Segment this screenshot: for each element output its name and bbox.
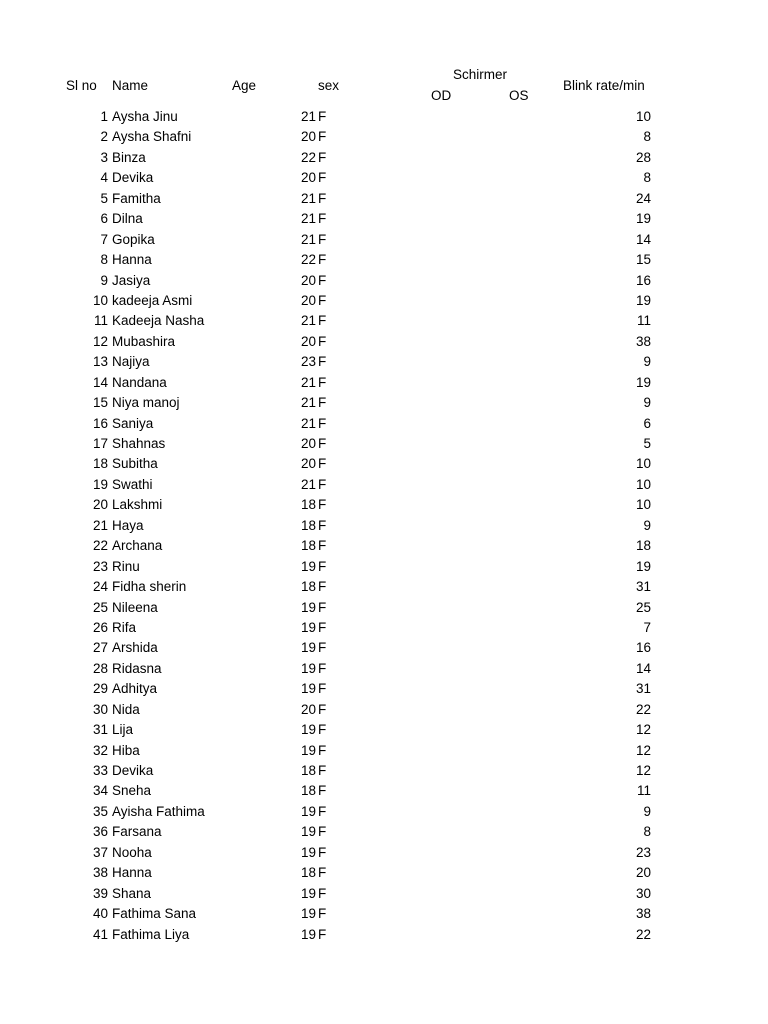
cell-sl-no: 27	[92, 640, 108, 656]
cell-sex: F	[318, 497, 327, 513]
cell-sex: F	[318, 456, 327, 472]
table-row	[0, 291, 768, 311]
cell-sl-no: 5	[100, 190, 108, 206]
cell-sex: F	[318, 374, 327, 390]
cell-age: 21	[300, 313, 316, 329]
cell-sl-no: 25	[92, 599, 108, 615]
cell-age: 19	[300, 844, 316, 860]
cell-age: 19	[300, 599, 316, 615]
cell-name: Lija	[112, 722, 134, 738]
cell-age: 19	[300, 619, 316, 635]
cell-sex: F	[318, 272, 327, 288]
cell-sl-no: 26	[92, 619, 108, 635]
table-row	[0, 495, 768, 515]
cell-sl-no: 32	[92, 742, 108, 758]
cell-age: 23	[300, 354, 316, 370]
cell-sex: F	[318, 885, 327, 901]
cell-name: Ayisha Fathima	[112, 803, 205, 819]
cell-sl-no: 11	[93, 313, 108, 329]
cell-sl-no: 39	[92, 885, 108, 901]
cell-sl-no: 29	[92, 681, 108, 697]
table-row	[0, 189, 768, 209]
table-row	[0, 250, 768, 270]
cell-sex: F	[318, 906, 327, 922]
table-row	[0, 454, 768, 474]
cell-name: Nandana	[112, 374, 167, 390]
cell-blink-rate: 16	[635, 272, 651, 288]
cell-name: Sneha	[112, 783, 152, 799]
cell-sl-no: 10	[92, 292, 108, 308]
cell-sl-no: 15	[92, 395, 108, 411]
cell-sex: F	[318, 313, 327, 329]
cell-sl-no: 4	[100, 170, 108, 186]
table-row	[0, 332, 768, 352]
cell-sex: F	[318, 190, 327, 206]
cell-name: Devika	[112, 763, 154, 778]
header-od: OD	[431, 88, 452, 103]
cell-name: Subitha	[112, 456, 158, 472]
cell-age: 19	[300, 660, 316, 676]
cell-sex: F	[318, 517, 327, 533]
header-sl-no: Sl no	[66, 78, 97, 93]
cell-blink-rate: 6	[643, 415, 651, 431]
cell-sex: F	[318, 415, 327, 431]
cell-sl-no: 36	[92, 824, 108, 840]
cell-sl-no: 3	[100, 149, 108, 165]
cell-age: 20	[300, 436, 316, 451]
cell-name: Hiba	[112, 742, 140, 758]
cell-sex: F	[318, 170, 327, 186]
cell-sex: F	[318, 395, 327, 411]
cell-blink-rate: 31	[635, 579, 651, 595]
table-row	[0, 781, 768, 801]
cell-blink-rate: 9	[643, 354, 651, 370]
cell-sl-no: 41	[92, 926, 108, 942]
cell-sl-no: 12	[92, 333, 108, 349]
cell-sl-no: 19	[92, 476, 108, 492]
cell-name: Fathima Sana	[112, 906, 197, 922]
cell-sex: F	[318, 109, 327, 124]
cell-blink-rate: 38	[635, 906, 651, 922]
table-row	[0, 741, 768, 761]
cell-name: Hanna	[112, 865, 152, 881]
cell-blink-rate: 28	[635, 149, 651, 165]
cell-age: 21	[300, 109, 316, 124]
cell-blink-rate: 24	[635, 190, 651, 206]
cell-name: Mubashira	[112, 333, 176, 349]
cell-sl-no: 6	[100, 211, 108, 227]
cell-sex: F	[318, 149, 327, 165]
cell-name: Swathi	[112, 476, 153, 492]
table-row	[0, 148, 768, 168]
cell-blink-rate: 22	[635, 926, 651, 942]
cell-name: kadeeja Asmi	[112, 292, 193, 308]
cell-age: 19	[300, 681, 316, 697]
cell-sl-no: 22	[92, 538, 108, 554]
cell-age: 21	[300, 190, 316, 206]
cell-name: Shana	[112, 885, 152, 901]
cell-blink-rate: 9	[643, 395, 651, 411]
cell-name: Shahnas	[112, 436, 166, 451]
cell-age: 19	[300, 742, 316, 758]
cell-blink-rate: 15	[635, 252, 651, 268]
cell-blink-rate: 31	[635, 681, 651, 697]
cell-blink-rate: 19	[635, 558, 651, 574]
cell-name: Fidha sherin	[112, 579, 187, 595]
cell-sex: F	[318, 681, 327, 697]
cell-blink-rate: 19	[635, 292, 651, 308]
cell-blink-rate: 10	[635, 476, 651, 492]
cell-name: Gopika	[112, 231, 155, 247]
table-row	[0, 638, 768, 658]
cell-sl-no: 13	[92, 354, 108, 370]
header-blink-rate: Blink rate/min	[563, 78, 645, 93]
cell-sl-no: 2	[100, 129, 108, 145]
cell-sl-no: 9	[100, 272, 108, 288]
cell-age: 19	[300, 558, 316, 574]
cell-sex: F	[318, 640, 327, 656]
table-row	[0, 904, 768, 924]
cell-sex: F	[318, 803, 327, 819]
header-os: OS	[509, 88, 529, 103]
cell-sex: F	[318, 436, 327, 451]
table-row	[0, 209, 768, 229]
cell-blink-rate: 10	[635, 456, 651, 472]
cell-sl-no: 17	[92, 436, 108, 451]
cell-blink-rate: 30	[635, 885, 651, 901]
table-row	[0, 598, 768, 618]
cell-age: 20	[300, 170, 316, 186]
cell-sex: F	[318, 558, 327, 574]
cell-blink-rate: 16	[635, 640, 651, 656]
table-row	[0, 822, 768, 842]
cell-sex: F	[318, 292, 327, 308]
cell-blink-rate: 11	[636, 783, 651, 799]
cell-age: 18	[300, 865, 316, 881]
cell-name: Rifa	[112, 619, 137, 635]
cell-age: 18	[300, 538, 316, 554]
table-row	[0, 168, 768, 188]
table-row	[0, 373, 768, 393]
cell-name: Binza	[112, 149, 146, 165]
cell-blink-rate: 19	[635, 374, 651, 390]
table-row	[0, 577, 768, 597]
table-row	[0, 761, 768, 781]
cell-name: Hanna	[112, 252, 152, 268]
cell-blink-rate: 11	[636, 313, 651, 329]
table-row	[0, 434, 768, 454]
cell-name: Nileena	[112, 599, 158, 615]
cell-blink-rate: 12	[635, 742, 651, 758]
table-row	[0, 516, 768, 536]
cell-blink-rate: 8	[643, 824, 651, 840]
cell-sl-no: 16	[92, 415, 108, 431]
cell-sl-no: 34	[92, 783, 108, 799]
table-row	[0, 884, 768, 904]
cell-name: Arshida	[112, 640, 158, 656]
cell-sex: F	[318, 579, 327, 595]
cell-age: 18	[300, 497, 316, 513]
table-row	[0, 311, 768, 331]
table-row	[0, 700, 768, 720]
cell-name: Archana	[112, 538, 163, 554]
cell-name: Nida	[112, 701, 140, 717]
table-row	[0, 352, 768, 372]
cell-age: 18	[300, 517, 316, 533]
table-row	[0, 107, 768, 127]
cell-blink-rate: 9	[643, 517, 651, 533]
cell-sex: F	[318, 865, 327, 881]
table-row	[0, 618, 768, 638]
cell-blink-rate: 9	[643, 803, 651, 819]
cell-age: 20	[300, 456, 316, 472]
table-row	[0, 536, 768, 556]
cell-blink-rate: 12	[635, 722, 651, 738]
cell-blink-rate: 14	[635, 660, 651, 676]
cell-sl-no: 23	[92, 558, 108, 574]
table-row	[0, 720, 768, 740]
cell-age: 19	[300, 824, 316, 840]
cell-age: 20	[300, 701, 316, 717]
cell-age: 20	[300, 272, 316, 288]
cell-sl-no: 35	[92, 803, 108, 819]
cell-name: Lakshmi	[112, 497, 163, 513]
cell-age: 19	[300, 640, 316, 656]
cell-blink-rate: 23	[635, 844, 651, 860]
cell-name: Aysha Jinu	[112, 109, 178, 124]
cell-blink-rate: 10	[635, 109, 651, 124]
table-row	[0, 557, 768, 577]
cell-sl-no: 28	[92, 660, 108, 676]
cell-blink-rate: 19	[635, 211, 651, 227]
cell-name: Aysha Shafni	[112, 129, 192, 145]
cell-sex: F	[318, 599, 327, 615]
cell-name: Adhitya	[112, 681, 158, 697]
cell-sex: F	[318, 722, 327, 738]
cell-blink-rate: 8	[643, 129, 651, 145]
cell-age: 21	[300, 211, 316, 227]
cell-blink-rate: 8	[643, 170, 651, 186]
cell-age: 19	[300, 926, 316, 942]
cell-sex: F	[318, 129, 327, 145]
table-body	[0, 107, 768, 945]
cell-blink-rate: 20	[635, 865, 651, 881]
cell-name: Niya manoj	[112, 395, 180, 411]
cell-sl-no: 21	[92, 517, 108, 533]
cell-sl-no: 14	[92, 374, 108, 390]
cell-age: 19	[300, 906, 316, 922]
cell-sl-no: 18	[92, 456, 108, 472]
cell-sex: F	[318, 476, 327, 492]
cell-sl-no: 40	[92, 906, 108, 922]
cell-blink-rate: 18	[635, 538, 651, 554]
cell-age: 19	[300, 803, 316, 819]
cell-blink-rate: 14	[635, 231, 651, 247]
cell-sex: F	[318, 701, 327, 717]
cell-age: 22	[300, 149, 316, 165]
cell-age: 22	[300, 252, 316, 268]
cell-sex: F	[318, 783, 327, 799]
table-row	[0, 127, 768, 147]
cell-sex: F	[318, 211, 327, 227]
cell-blink-rate: 25	[635, 599, 651, 615]
table-row	[0, 414, 768, 434]
cell-sex: F	[318, 742, 327, 758]
cell-age: 19	[300, 885, 316, 901]
cell-age: 21	[300, 374, 316, 390]
table-row	[0, 925, 768, 945]
cell-sl-no: 8	[100, 252, 108, 268]
cell-sex: F	[318, 660, 327, 676]
cell-name: Farsana	[112, 824, 162, 840]
cell-blink-rate: 10	[635, 497, 651, 513]
cell-name: Fathima Liya	[112, 926, 190, 942]
cell-sl-no: 7	[100, 231, 108, 247]
header-sex: sex	[318, 78, 340, 93]
cell-sex: F	[318, 252, 327, 268]
cell-sex: F	[318, 926, 327, 942]
cell-name: Famitha	[112, 190, 161, 206]
cell-name: Rinu	[112, 558, 140, 574]
cell-name: Saniya	[112, 415, 154, 431]
table-row	[0, 271, 768, 291]
cell-sl-no: 1	[100, 109, 108, 124]
table-row	[0, 679, 768, 699]
cell-age: 20	[300, 292, 316, 308]
cell-name: Nooha	[112, 844, 152, 860]
cell-age: 18	[300, 579, 316, 595]
table-row	[0, 802, 768, 822]
cell-name: Haya	[112, 517, 144, 533]
cell-blink-rate: 7	[643, 619, 651, 635]
cell-name: Devika	[112, 170, 154, 186]
cell-sex: F	[318, 333, 327, 349]
cell-name: Kadeeja Nasha	[112, 313, 205, 329]
cell-name: Ridasna	[112, 660, 162, 676]
cell-sex: F	[318, 231, 327, 247]
cell-blink-rate: 22	[635, 701, 651, 717]
table-row	[0, 475, 768, 495]
cell-age: 18	[300, 783, 316, 799]
cell-age: 21	[300, 415, 316, 431]
cell-sex: F	[318, 844, 327, 860]
cell-blink-rate: 38	[635, 333, 651, 349]
cell-age: 18	[300, 763, 316, 778]
cell-sl-no: 24	[92, 579, 108, 595]
cell-sl-no: 37	[92, 844, 108, 860]
cell-sl-no: 30	[92, 701, 108, 717]
cell-age: 21	[300, 231, 316, 247]
cell-sex: F	[318, 354, 327, 370]
cell-age: 19	[300, 722, 316, 738]
cell-sex: F	[318, 619, 327, 635]
cell-sl-no: 33	[92, 763, 108, 778]
table-row	[0, 863, 768, 883]
table-row	[0, 230, 768, 250]
table-row	[0, 659, 768, 679]
header-name: Name	[112, 78, 149, 93]
header-age: Age	[232, 78, 257, 93]
cell-sl-no: 31	[92, 722, 108, 738]
table-row	[0, 393, 768, 413]
cell-name: Dilna	[112, 211, 143, 227]
cell-sex: F	[318, 824, 327, 840]
cell-age: 20	[300, 333, 316, 349]
cell-age: 20	[300, 129, 316, 145]
cell-blink-rate: 5	[643, 436, 651, 451]
header-schirmer: Schirmer	[453, 67, 508, 82]
cell-age: 21	[300, 476, 316, 492]
table-row	[0, 843, 768, 863]
cell-sl-no: 38	[92, 865, 108, 881]
cell-name: Jasiya	[112, 272, 151, 288]
cell-name: Najiya	[112, 354, 150, 370]
cell-blink-rate: 12	[635, 763, 651, 778]
cell-sex: F	[318, 538, 327, 554]
cell-sex: F	[318, 763, 327, 778]
cell-age: 21	[300, 395, 316, 411]
cell-sl-no: 20	[92, 497, 108, 513]
